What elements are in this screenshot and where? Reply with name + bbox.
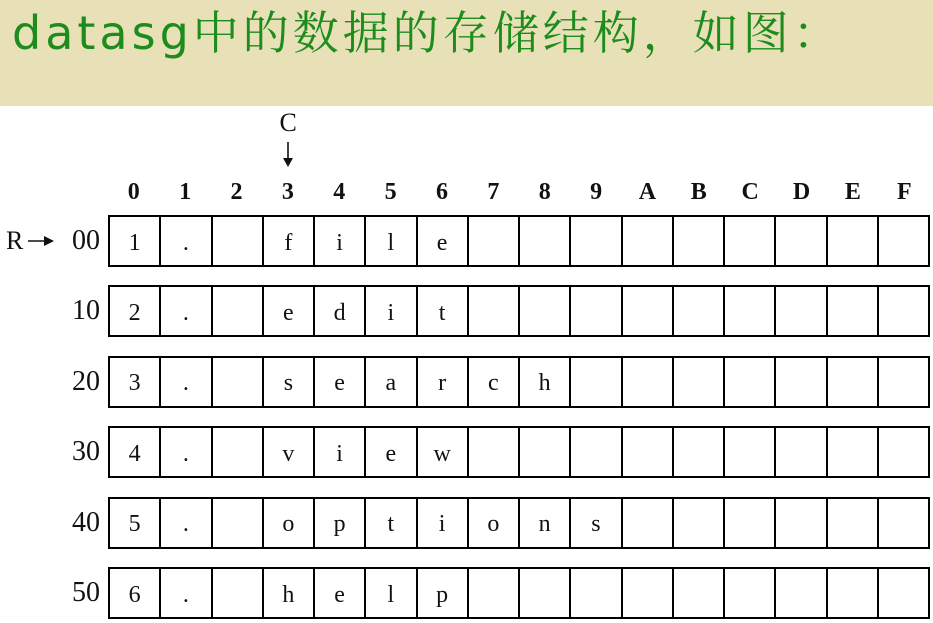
row-address-label: 50 xyxy=(72,577,100,608)
memory-cell: t xyxy=(416,287,467,335)
column-label: 8 xyxy=(538,179,551,205)
memory-cell: i xyxy=(416,499,467,547)
memory-cell: 5 xyxy=(128,511,141,538)
memory-row xyxy=(108,426,930,478)
memory-cell xyxy=(569,217,620,265)
memory-cell xyxy=(774,217,825,265)
memory-cell xyxy=(672,569,723,617)
memory-row xyxy=(108,285,930,337)
memory-cell: . xyxy=(159,499,210,547)
memory-cell xyxy=(826,217,877,265)
memory-cell: 3 xyxy=(128,370,141,397)
column-pointer-label: C xyxy=(279,108,297,137)
memory-cell xyxy=(877,428,928,476)
row-address-label: 00 xyxy=(72,225,100,256)
memory-cell: i xyxy=(313,428,364,476)
memory-cell: f xyxy=(262,217,313,265)
memory-cell xyxy=(826,569,877,617)
memory-cell xyxy=(467,287,518,335)
memory-cell xyxy=(826,499,877,547)
memory-cell xyxy=(723,358,774,406)
memory-cell: i xyxy=(364,287,415,335)
memory-cell xyxy=(621,217,672,265)
memory-cell: 2 xyxy=(128,299,141,326)
memory-cell xyxy=(621,499,672,547)
memory-cell xyxy=(877,358,928,406)
column-label: 6 xyxy=(435,179,448,205)
memory-cell: o xyxy=(467,499,518,547)
column-label: A xyxy=(638,179,657,205)
memory-cell: c xyxy=(467,358,518,406)
memory-cell xyxy=(877,217,928,265)
memory-cell: p xyxy=(416,569,467,617)
memory-cell xyxy=(467,217,518,265)
memory-cell: w xyxy=(416,428,467,476)
memory-cell: v xyxy=(262,428,313,476)
memory-cell xyxy=(621,287,672,335)
memory-cell xyxy=(467,428,518,476)
slide-title: datasg中的数据的存储结构，如图： xyxy=(12,6,843,60)
memory-cell xyxy=(569,287,620,335)
memory-cell xyxy=(672,358,723,406)
column-label: 9 xyxy=(590,179,603,205)
memory-cell xyxy=(877,499,928,547)
memory-cell xyxy=(621,569,672,617)
memory-cell: l xyxy=(364,569,415,617)
memory-cell xyxy=(467,569,518,617)
column-label: 2 xyxy=(230,179,243,205)
memory-cell xyxy=(672,217,723,265)
memory-cell: 4 xyxy=(128,440,141,467)
memory-cell xyxy=(569,569,620,617)
memory-cell xyxy=(518,428,569,476)
memory-cell xyxy=(621,358,672,406)
column-label: C xyxy=(741,179,759,205)
memory-cell xyxy=(518,217,569,265)
column-label: E xyxy=(844,179,861,205)
memory-cell xyxy=(723,217,774,265)
row-address-label: 40 xyxy=(72,506,100,538)
memory-cell: h xyxy=(262,569,313,617)
memory-cell xyxy=(672,287,723,335)
memory-cell xyxy=(877,287,928,335)
memory-row xyxy=(108,497,930,549)
memory-cell: a xyxy=(364,358,415,406)
column-label: 3 xyxy=(281,179,294,205)
memory-cell: o xyxy=(262,499,313,547)
memory-row xyxy=(108,356,930,408)
memory-cell xyxy=(211,287,262,335)
memory-cell: n xyxy=(518,499,569,547)
memory-cell xyxy=(774,287,825,335)
row-address-label: 30 xyxy=(72,436,100,468)
column-label: 0 xyxy=(127,179,140,205)
memory-cell: e xyxy=(416,217,467,265)
memory-cell: s xyxy=(262,358,313,406)
column-label: 5 xyxy=(384,179,397,205)
memory-row xyxy=(108,567,930,619)
memory-cell: e xyxy=(364,428,415,476)
column-label: D xyxy=(792,179,811,205)
memory-cell: r xyxy=(416,358,467,406)
column-label: 4 xyxy=(333,179,346,205)
memory-cell xyxy=(211,217,262,265)
memory-cell xyxy=(826,358,877,406)
memory-cell xyxy=(774,569,825,617)
memory-cell xyxy=(211,499,262,547)
memory-cell: l xyxy=(364,217,415,265)
memory-cell xyxy=(211,569,262,617)
memory-cell: . xyxy=(159,428,210,476)
memory-cell xyxy=(877,569,928,617)
memory-cell xyxy=(774,499,825,547)
memory-cell xyxy=(723,499,774,547)
memory-cell xyxy=(211,428,262,476)
row-address-label: 20 xyxy=(72,365,100,397)
memory-cell xyxy=(518,287,569,335)
memory-cell xyxy=(826,428,877,476)
memory-cell: e xyxy=(313,358,364,406)
memory-cell xyxy=(774,428,825,476)
memory-cell xyxy=(211,358,262,406)
column-label: 1 xyxy=(179,179,192,205)
memory-cell xyxy=(826,287,877,335)
memory-cell xyxy=(723,428,774,476)
memory-cell: e xyxy=(262,287,313,335)
memory-cell xyxy=(672,499,723,547)
column-label: 7 xyxy=(487,179,500,205)
memory-cell: p xyxy=(313,499,364,547)
row-pointer-label: R xyxy=(6,226,24,255)
memory-cell xyxy=(569,358,620,406)
memory-cell: . xyxy=(159,569,210,617)
memory-cell: s xyxy=(569,499,620,547)
row-address-label: 10 xyxy=(72,295,100,327)
memory-cell xyxy=(518,569,569,617)
memory-cell: d xyxy=(313,287,364,335)
memory-cell: 6 xyxy=(128,581,141,608)
column-pointer xyxy=(262,108,314,172)
column-label: B xyxy=(690,179,707,205)
memory-cell: e xyxy=(313,569,364,617)
memory-cell xyxy=(774,358,825,406)
memory-cell: . xyxy=(159,358,210,406)
memory-cell: t xyxy=(364,499,415,547)
memory-cell: i xyxy=(313,217,364,265)
memory-cell: 1 xyxy=(128,229,141,256)
column-label: F xyxy=(896,179,912,205)
memory-cell: . xyxy=(159,287,210,335)
memory-cell: . xyxy=(159,217,210,265)
memory-cell: h xyxy=(518,358,569,406)
memory-cell xyxy=(723,569,774,617)
memory-cell xyxy=(723,287,774,335)
memory-row xyxy=(108,215,930,267)
down-arrow-icon xyxy=(280,142,296,168)
memory-cell xyxy=(569,428,620,476)
memory-cell xyxy=(672,428,723,476)
memory-cell xyxy=(621,428,672,476)
